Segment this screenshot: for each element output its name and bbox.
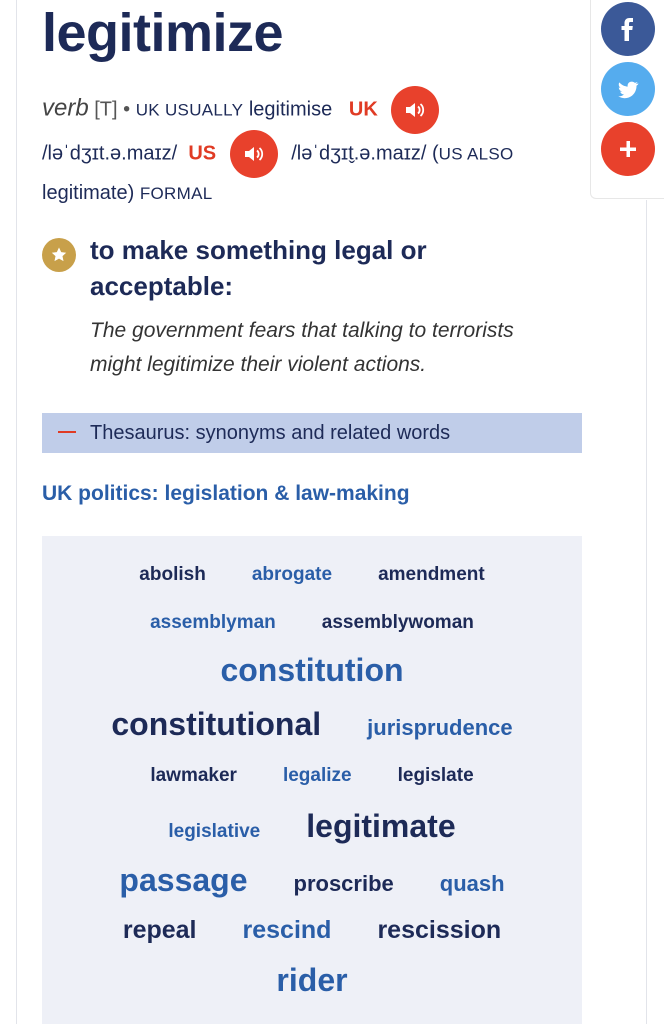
grammar-code: [T]	[94, 98, 118, 121]
related-word-link[interactable]: abolish	[139, 564, 206, 585]
related-word-link[interactable]: amendment	[378, 564, 485, 585]
facebook-share-button[interactable]	[601, 2, 655, 56]
cloud-row	[42, 862, 582, 899]
related-word-link[interactable]: quash	[439, 871, 505, 896]
thesaurus-label: Thesaurus: synonyms and related words	[90, 422, 451, 444]
cloud-row	[42, 564, 582, 586]
related-word-link[interactable]: rescind	[242, 916, 332, 944]
us-region-label: US	[188, 142, 217, 165]
related-word-link[interactable]: lawmaker	[150, 765, 237, 786]
star-icon	[49, 245, 69, 265]
twitter-icon	[601, 62, 655, 116]
uk-audio-button[interactable]	[391, 86, 439, 134]
related-word-link[interactable]: jurisprudence	[367, 715, 513, 740]
us-ipa: /ləˈdʒɪt̬.ə.maɪz/	[291, 142, 427, 165]
cloud-row	[42, 652, 582, 689]
us-also-close: )	[127, 182, 135, 204]
related-word-link[interactable]: constitutional	[111, 706, 322, 742]
related-word-link[interactable]: assemblywoman	[321, 612, 474, 633]
plus-icon	[601, 122, 655, 176]
related-word-link[interactable]: abrogate	[251, 564, 333, 585]
related-word-link[interactable]: legalize	[282, 765, 352, 786]
related-word-link[interactable]: rider	[276, 962, 348, 998]
uk-spelling-variant: legitimise	[248, 98, 333, 121]
collapse-icon	[58, 431, 76, 433]
star-badge	[42, 238, 76, 272]
uk-usually-label: UK USUALLY	[135, 100, 244, 120]
related-words-cloud	[42, 536, 582, 1024]
us-audio-button[interactable]	[230, 130, 278, 178]
share-sidebar	[590, 0, 664, 199]
us-also-open: (	[431, 142, 439, 165]
related-word-link[interactable]: legislative	[168, 821, 261, 842]
related-word-link[interactable]: passage	[119, 862, 248, 898]
related-word-link[interactable]: constitution	[220, 652, 404, 688]
uk-region-label: UK	[348, 98, 378, 121]
cloud-row	[42, 612, 582, 634]
example-sentence: The government fears that talking to terrorists might legitimize their violent actions.	[90, 319, 514, 376]
page-border-left	[16, 0, 17, 1024]
speaker-icon	[404, 100, 426, 120]
register-label: FORMAL	[139, 184, 213, 203]
speaker-icon	[243, 144, 265, 164]
cloud-row	[42, 916, 582, 945]
page-border-right	[646, 200, 647, 1024]
us-variant-word: legitimate	[42, 182, 128, 204]
related-word-link[interactable]: legislate	[397, 765, 474, 786]
thesaurus-toggle[interactable]	[42, 413, 582, 453]
cloud-row	[42, 706, 582, 743]
twitter-share-button[interactable]	[601, 62, 655, 116]
headword: legitimize	[42, 3, 284, 63]
part-of-speech: verb	[42, 94, 89, 122]
more-share-button[interactable]	[601, 122, 655, 176]
uk-ipa: /ləˈdʒɪt.ə.maɪz/	[42, 142, 178, 165]
related-word-link[interactable]: legitimate	[306, 808, 456, 844]
variant-line	[42, 182, 212, 205]
thesaurus-topic-link[interactable]: UK politics: legislation & law-making	[42, 482, 410, 505]
us-also-label: US ALSO	[438, 144, 514, 164]
related-word-link[interactable]: rescission	[377, 916, 502, 944]
related-word-link[interactable]: repeal	[122, 916, 197, 944]
cloud-row	[42, 962, 582, 999]
cloud-row	[42, 808, 582, 845]
cloud-row	[42, 765, 582, 787]
related-word-link[interactable]: proscribe	[293, 871, 394, 896]
related-word-link[interactable]: assemblyman	[150, 612, 276, 633]
grammar-line	[42, 86, 447, 134]
definition-text: to make something legal or acceptable:	[90, 235, 427, 301]
pronunciation-line	[42, 130, 514, 178]
facebook-icon	[601, 2, 655, 56]
bullet: •	[123, 98, 131, 121]
